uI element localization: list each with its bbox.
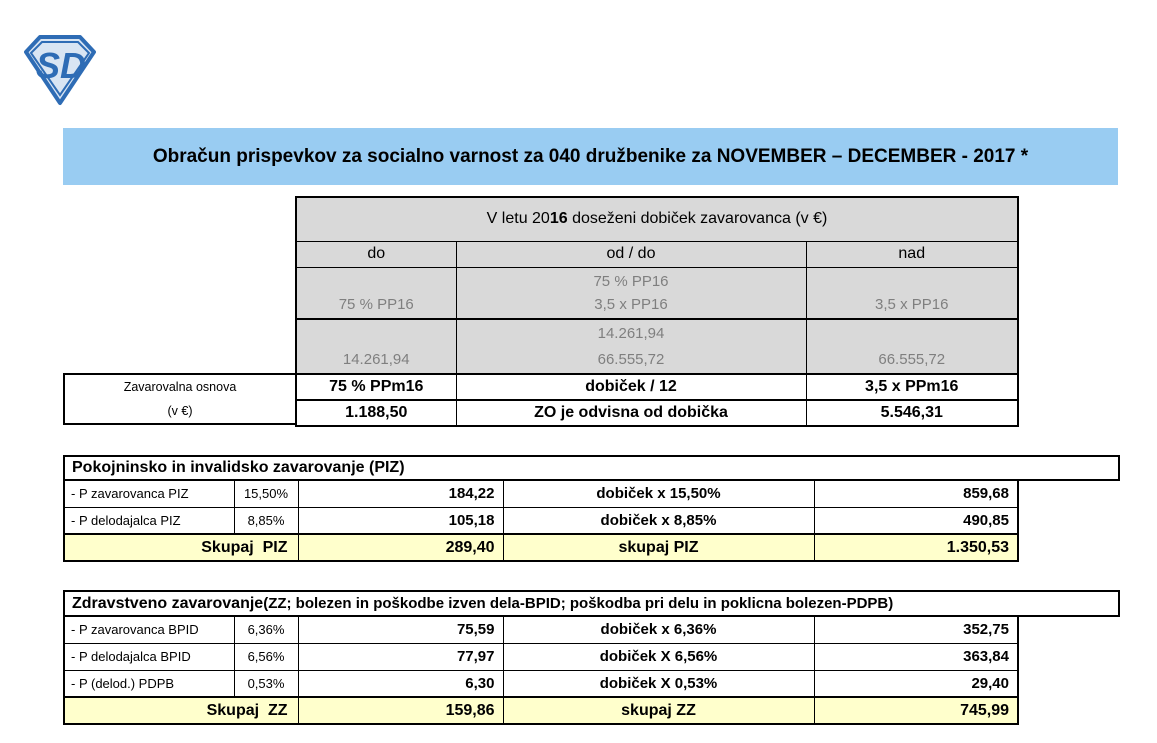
- piz-total-formula: skupaj PIZ: [503, 534, 814, 561]
- contribution-label: - P (delod.) PDPB: [64, 670, 234, 697]
- amount-threshold-row: [296, 319, 1018, 374]
- base-value-cell: ZO je odvisna od dobička: [456, 400, 806, 426]
- profit-table-title-row: [296, 197, 1018, 241]
- piz-total-amount-over: 1.350,53: [814, 534, 1018, 561]
- base-formula-row: [296, 374, 1018, 400]
- zz-section-title: Zdravstveno zavarovanje: [72, 594, 264, 612]
- zz-total-row: [64, 697, 1018, 724]
- contribution-amount-over: 29,40: [814, 670, 1018, 697]
- piz-row: [64, 480, 1018, 507]
- insurance-base-label-line2: (v €): [167, 404, 193, 418]
- zz-total-amount-over: 745,99: [814, 697, 1018, 724]
- zz-section-subtitle: (ZZ; bolezen in poškodbe izven dela-BPID; poškodba pri delu in poklicna bolezen-PDPB): [263, 595, 894, 612]
- col-header-od-do: od / do: [456, 241, 806, 267]
- page-title: [63, 128, 1118, 185]
- profit-table: [295, 196, 1019, 427]
- piz-table: [63, 479, 1019, 562]
- contribution-amount: 77,97: [298, 643, 503, 670]
- title-bold-part: 16: [549, 210, 568, 228]
- piz-total-label: Skupaj PIZ: [64, 534, 298, 561]
- zz-total-formula: skupaj ZZ: [503, 697, 814, 724]
- col-header-nad: nad: [806, 241, 1018, 267]
- contribution-label: - P delodajalca PIZ: [64, 507, 234, 534]
- profit-table-title: [296, 197, 1018, 241]
- contribution-rate: 6,56%: [234, 643, 298, 670]
- piz-total-amount: 289,40: [298, 534, 503, 561]
- contribution-formula: dobiček x 8,85%: [503, 507, 814, 534]
- amount-threshold-range-cell: [456, 319, 806, 374]
- contribution-amount: 6,30: [298, 670, 503, 697]
- piz-row: [64, 507, 1018, 534]
- pp-threshold-cell: 3,5 x PP16: [806, 267, 1018, 319]
- amount-threshold-cell: 66.555,72: [806, 319, 1018, 374]
- contribution-label: - P zavarovanca BPID: [64, 616, 234, 643]
- pp-threshold-cell: 75 % PP16: [296, 267, 456, 319]
- piz-total-row: [64, 534, 1018, 561]
- insurance-base-label: [63, 373, 297, 425]
- contribution-amount-over: 363,84: [814, 643, 1018, 670]
- contribution-formula: dobiček x 15,50%: [503, 480, 814, 507]
- amount-range-line2: 66.555,72: [597, 351, 665, 368]
- contribution-amount: 184,22: [298, 480, 503, 507]
- base-value-row: [296, 400, 1018, 426]
- piz-section-title: Pokojninsko in invalidsko zavarovanje (PIZ): [72, 459, 405, 476]
- contribution-rate: 6,36%: [234, 616, 298, 643]
- zz-row: [64, 616, 1018, 643]
- sd-diamond-logo: [22, 34, 98, 106]
- profit-column-header-row: [296, 241, 1018, 267]
- zz-table: [63, 615, 1019, 725]
- pp-threshold-range-cell: [456, 267, 806, 319]
- title-prefix: V letu 20: [486, 210, 550, 228]
- contribution-rate: 15,50%: [234, 480, 298, 507]
- base-formula-cell: dobiček / 12: [456, 374, 806, 400]
- contribution-amount-over: 490,85: [814, 507, 1018, 534]
- col-header-do: do: [296, 241, 456, 267]
- logo-letters: SD: [36, 45, 87, 86]
- contribution-rate: 8,85%: [234, 507, 298, 534]
- zz-row: [64, 643, 1018, 670]
- contribution-amount-over: 859,68: [814, 480, 1018, 507]
- contribution-label: - P zavarovanca PIZ: [64, 480, 234, 507]
- amount-threshold-cell: 14.261,94: [296, 319, 456, 374]
- contribution-rate: 0,53%: [234, 670, 298, 697]
- piz-section-header: [63, 455, 1120, 481]
- base-value-cell: 1.188,50: [296, 400, 456, 426]
- amount-range-line1: 14.261,94: [597, 325, 665, 342]
- page-title-text: Obračun prispevkov za socialno varnost za 040 družbenike za NOVEMBER – DECEMBER - 2017 *: [152, 145, 1029, 167]
- contribution-formula: dobiček X 0,53%: [503, 670, 814, 697]
- base-formula-cell: 75 % PPm16: [296, 374, 456, 400]
- zz-section-header: [63, 590, 1120, 617]
- base-value-cell: 5.546,31: [806, 400, 1018, 426]
- contribution-formula: dobiček x 6,36%: [503, 616, 814, 643]
- contribution-amount-over: 352,75: [814, 616, 1018, 643]
- contribution-label: - P delodajalca BPID: [64, 643, 234, 670]
- zz-total-amount: 159,86: [298, 697, 503, 724]
- pp-range-line2: 3,5 x PP16: [594, 296, 668, 313]
- title-suffix: doseženi dobiček zavarovanca (v €): [567, 210, 828, 228]
- base-formula-cell: 3,5 x PPm16: [806, 374, 1018, 400]
- zz-total-label: Skupaj ZZ: [64, 697, 298, 724]
- contribution-amount: 105,18: [298, 507, 503, 534]
- contribution-amount: 75,59: [298, 616, 503, 643]
- insurance-base-label-line1: Zavarovalna osnova: [123, 380, 237, 394]
- contribution-formula: dobiček X 6,56%: [503, 643, 814, 670]
- pp-threshold-row: [296, 267, 1018, 319]
- pp-range-line1: 75 % PP16: [593, 272, 669, 290]
- zz-row: [64, 670, 1018, 697]
